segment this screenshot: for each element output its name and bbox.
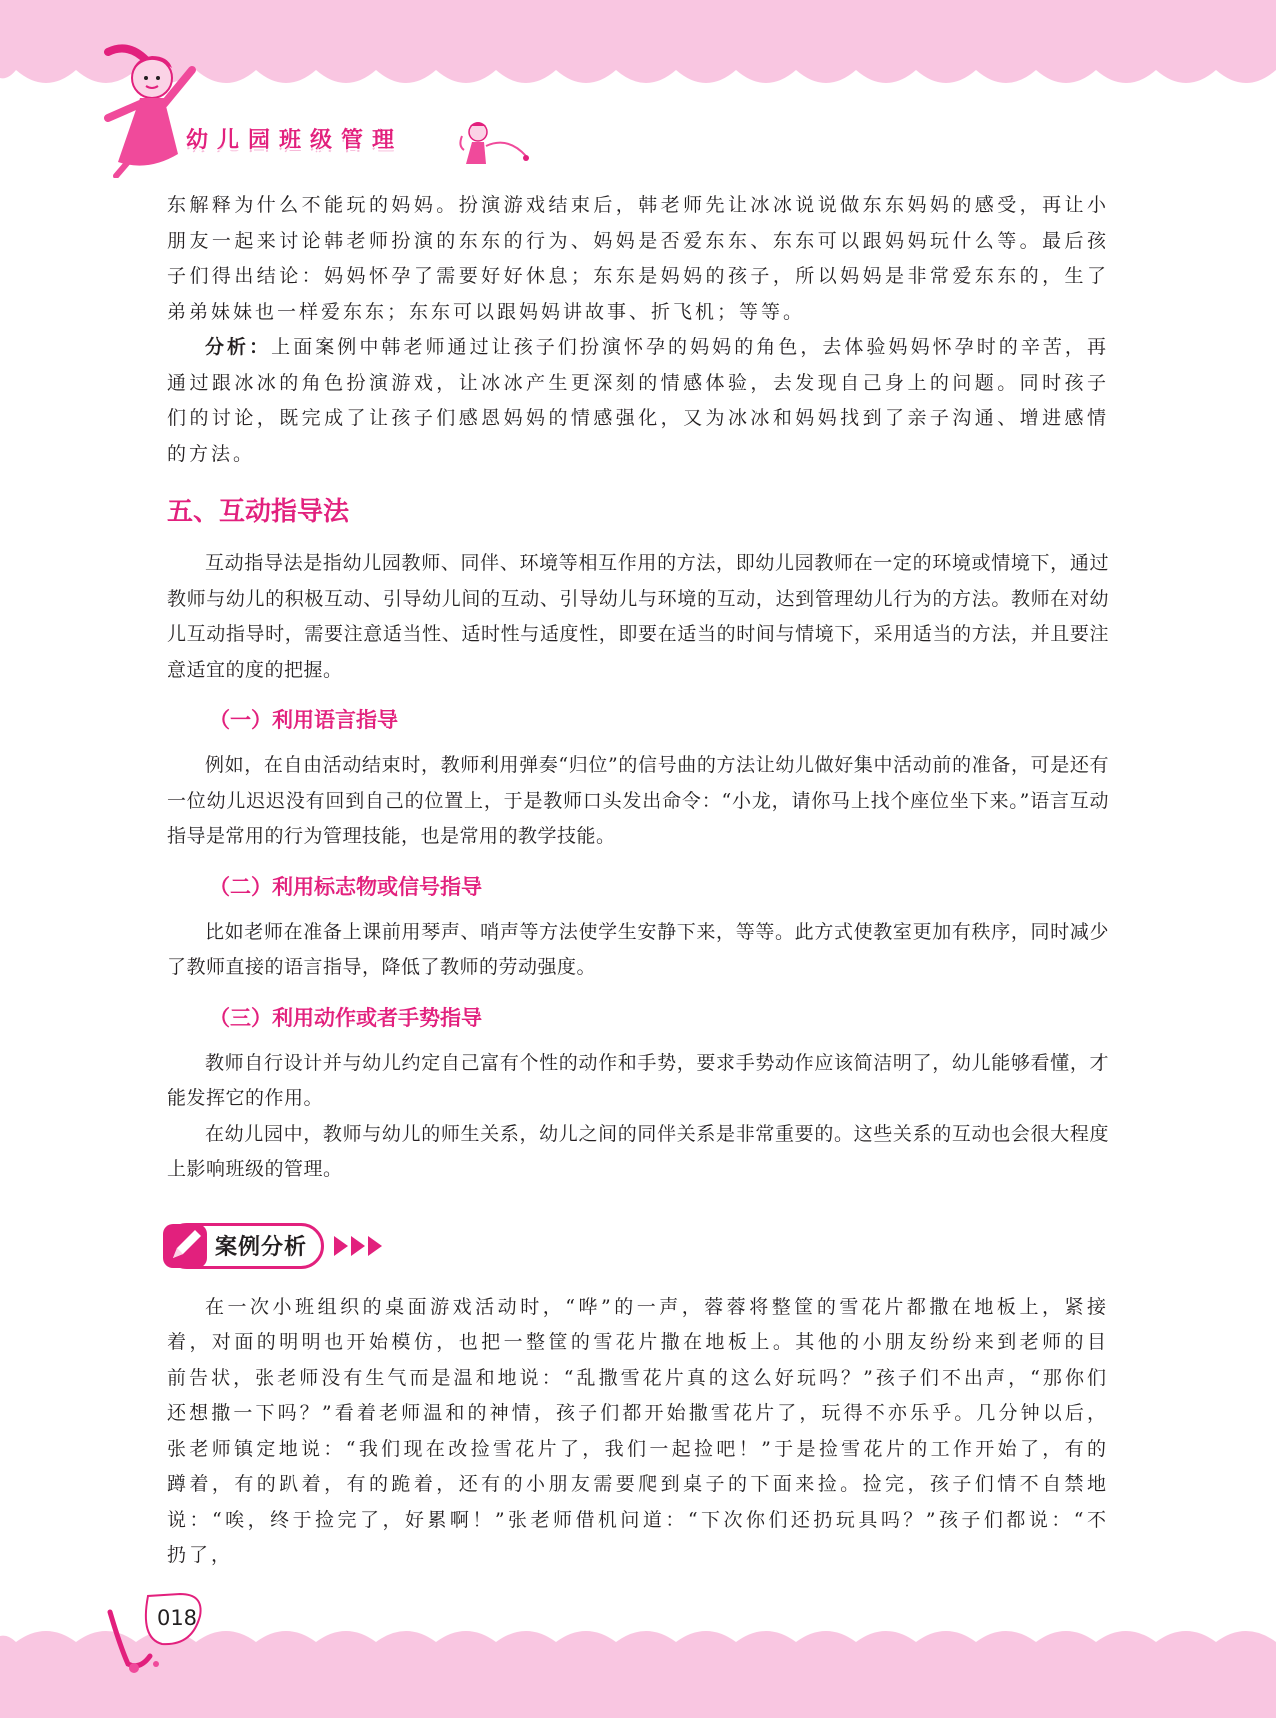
fairy-illustration: [456, 116, 534, 178]
subsection-text-3b: 在幼儿园中，教师与幼儿的师生关系，幼儿之间的同伴关系是非常重要的。这些关系的互动也会很大程度上影响班级的管理。: [167, 1122, 1109, 1180]
pencil-icon: [161, 1218, 211, 1272]
case-analysis-pill: [164, 1223, 324, 1269]
page-number: 018: [156, 1606, 198, 1630]
analysis-lead: 分析：: [205, 336, 272, 358]
section-intro: 互动指导法是指幼儿园教师、同伴、环境等相互作用的方法，即幼儿园教师在一定的环境或情境下，通过教师与幼儿的积极互动、引导幼儿间的互动、引导幼儿与环境的互动，达到管理幼儿行为的方法。教师在对幼儿互动指导时，需要注意适当性、适时性与适度性，即要在适当的时间与情境下，采用适当的方法，并且要注意适宜的度的把握。: [167, 552, 1109, 681]
subsection-text-3a: 教师自行设计并与幼儿约定自己富有个性的动作和手势，要求手势动作应该简洁明了，幼儿能够看懂，才能发挥它的作用。: [167, 1051, 1109, 1109]
subsection-text-2: 比如老师在准备上课前用琴声、哨声等方法使学生安静下来，等等。此方式使教室更加有秩序，同时减少了教师直接的语言指导，降低了教师的劳动强度。: [167, 920, 1109, 978]
case-analysis-badge: [164, 1222, 1109, 1270]
subsection-title-3: （三）利用动作或者手势指导: [209, 1005, 482, 1030]
page-content: [167, 188, 1109, 1574]
subsection-title-1: （一）利用语言指导: [209, 708, 398, 732]
book-title: 幼儿园班级管理: [186, 128, 404, 153]
analysis-text: 上面案例中韩老师通过让孩子们扮演怀孕的妈妈的角色，去体验妈妈怀孕时的辛苦，再通过跟冰冰的角色扮演游戏，让冰冰产生更深刻的情感体验，去发现自己身上的问题。同时孩子们的讨论，既完成了让孩子们感恩妈妈的情感强化，又为冰冰和妈妈找到了亲子沟通、增进感情的方法。: [167, 336, 1109, 465]
subsection-text-1: 例如，在自由活动结束时，教师利用弹奏“归位”的信号曲的方法让幼儿做好集中活动前的准备，可是还有一位幼儿迟迟没有回到自己的位置上，于是教师口头发出命令：“小龙，请你马上找个座位坐下来。”语言互动指导是常用的行为管理技能，也是常用的教学技能。: [167, 754, 1109, 847]
analysis-paragraph: [167, 330, 1109, 472]
subsection-title-2: （二）利用标志物或信号指导: [209, 874, 482, 899]
case-paragraph: 在一次小班组织的桌面游戏活动时，“哗”的一声，蓉蓉将整筐的雪花片都撒在地板上，紧接着，对面的明明也开始模仿，也把一整筐的雪花片撒在地板上。其他的小朋友纷纷来到老师的目前告状，张老师没有生气而是温和地说：“乱撒雪花片真的这么好玩吗？”孩子们不出声，“那你们还想撒一下吗？”看着老师温和的神情，孩子们都开始撒雪花片了，玩得不亦乐乎。几分钟以后，张老师镇定地说：“我们现在改捡雪花片了，我们一起捡吧！”于是捡雪花片的工作开始了，有的蹲着，有的趴着，有的跪着，还有的小朋友需要爬到桌子的下面来捡。捡完，孩子们情不自禁地说：“唉，终于捡完了，好累啊！”张老师借机问道：“下次你们还扔玩具吗？”孩子们都说：“不扔了，: [167, 1295, 1109, 1566]
section-title: 五、互动指导法: [167, 497, 350, 527]
paragraph: 东解释为什么不能玩的妈妈。扮演游戏结束后，韩老师先让冰冰说说做东东妈妈的感受，再让小朋友一起来讨论韩老师扮演的东东的行为、妈妈是否爱东东、东东可以跟妈妈玩什么等。最后孩子们得出结论：妈妈怀孕了需要好好休息；东东是妈妈的孩子，所以妈妈是非常爱东东的，生了弟弟妹妹也一样爱东东；东东可以跟妈妈讲故事、折飞机；等等。: [167, 194, 1109, 323]
case-analysis-label: 案例分析: [215, 1235, 308, 1260]
triple-arrow-icon: [332, 1233, 384, 1259]
